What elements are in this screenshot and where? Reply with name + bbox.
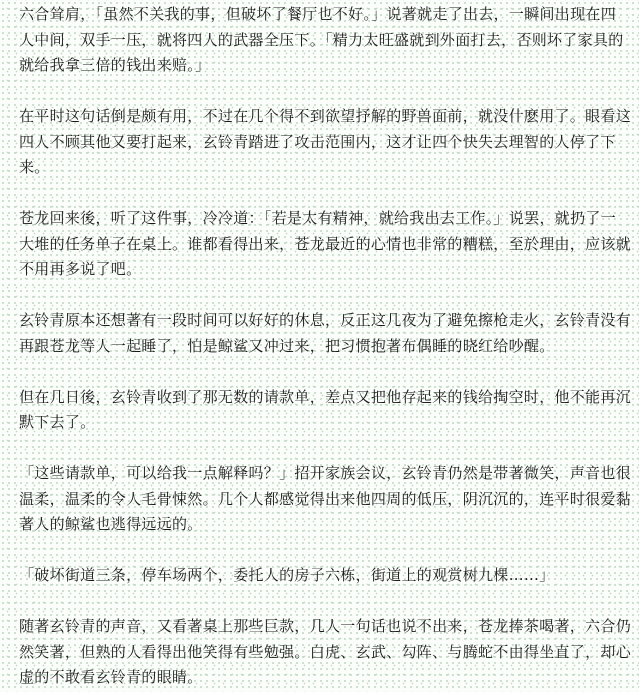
paragraph-6: 「这些请款单，可以给我一点解释吗？」招开家族会议，玄铃青仍然是带著微笑，声音也很温柔，温柔的令人毛骨悚然。几个人都感觉得出来他四周的低压，阴沉沉的，连平时很爱黏著人的鲸鲨也逃得远远的。 <box>19 464 632 533</box>
paragraph-3: 苍龙回来後，听了这件事，冷冷道：「若是太有精神，就给我出去工作。」说罢，就扔了一大堆的任务单子在桌上。谁都看得出来，苍龙最近的心情也非常的糟糕，至於理由，应该就不用再多说了吧。 <box>19 209 632 278</box>
paragraph-1: 六合耸肩，「虽然不关我的事，但破坏了餐厅也不好。」说著就走了出去，一瞬间出现在四人中间，双手一压，就将四人的武器全压下。「精力太旺盛就到外面打去，否则坏了家具的就给我拿三倍的钱出来赔。」 <box>19 5 624 74</box>
paragraph-7: 「破坏街道三条，停车场两个，委托人的房子六栋，街道上的观赏树九棵……」 <box>19 566 555 584</box>
paragraph-8: 随著玄铃青的声音，又看著桌上那些巨款，几人一句话也说不出来，苍龙捧茶喝著，六合仍然笑著，但熟的人看得出他笑得有些勉强。白虎、玄武、勾阵、与腾蛇不由得坐直了，却心虚的不敢看玄铃青的眼睛。 <box>19 617 632 686</box>
paragraph-5: 但在几日後，玄铃青收到了那无数的请款单，差点又把他存起来的钱给掏空时，他不能再沉默下去了。 <box>19 387 632 431</box>
paragraph-2: 在平时这句话倒是颇有用，不过在几个得不到欲望抒解的野兽面前，就没什麽用了。眼看这四人不顾其他又要打起来，玄铃青踏进了攻击范围内，这才让四个快失去理智的人停了下来。 <box>19 107 632 176</box>
paragraph-4: 玄铃青原本还想著有一段时间可以好好的休息，反正这几夜为了避免擦枪走火，玄铃青没有再跟苍龙等人一起睡了，怕是鲸鲨又冲过来，把习惯抱著布偶睡的晓红给吵醒。 <box>19 311 632 355</box>
